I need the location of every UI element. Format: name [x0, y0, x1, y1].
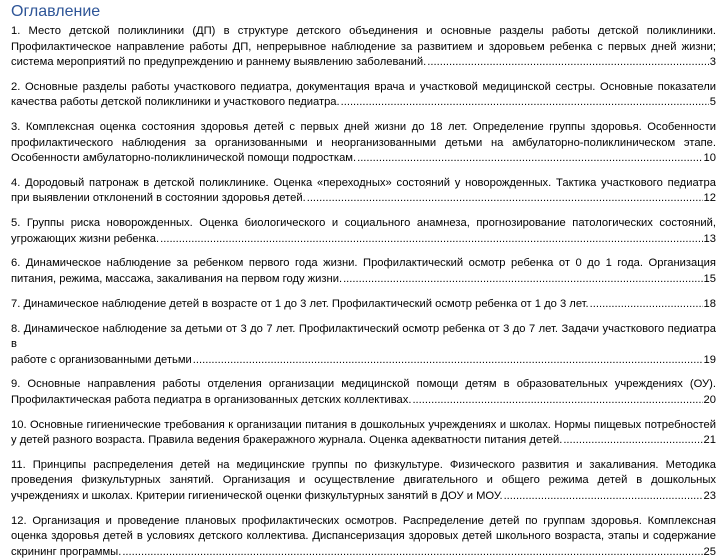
toc-entry-line: оценка здоровья детей в условиях детского коллектива. Диспансеризация здоровых детей школьного возраста, этапы и содержание [11, 530, 716, 543]
toc-entry-last-line [11, 272, 716, 288]
toc-page-number: 19 [703, 353, 716, 366]
toc-entry-line: 5. Группы риска новорожденных. Оценка биологического и социального анамнеза, прогнозирование патологических состояний, [11, 217, 716, 230]
toc-entry-line: 12. Организация и проведение плановых профилактических осмотров. Распределение детей по группам здоровья. Комплексная [11, 514, 716, 527]
toc-entry[interactable] [11, 322, 716, 369]
toc-entry-text: угрожающих жизни ребенка. [11, 232, 160, 245]
toc-page-number: 10 [703, 152, 716, 165]
toc-entry-text: Профилактическая работа педиатра в организованных детских коллективах. [11, 393, 412, 406]
toc-dot-leader [357, 151, 702, 167]
toc-dot-leader [504, 489, 703, 505]
toc-entry-line: 10. Основные гигиенические требования к организации питания в дошкольных учреждениях и школах. Нормы пищевых потребностей [11, 418, 716, 431]
toc-entry-line: проведения физкультурных занятий. Организация и осуществление двигательного и общего режима детей в дошкольных [11, 474, 716, 487]
toc-entry[interactable] [11, 176, 716, 207]
toc-title: Оглавление [11, 3, 101, 20]
toc-entry[interactable] [11, 514, 716, 560]
toc-entry[interactable] [11, 458, 716, 505]
toc-entry-text: скрининг программы. [11, 545, 122, 558]
toc-entry-last-line [11, 95, 716, 111]
toc-entry[interactable] [11, 297, 716, 313]
toc-entry-last-line [11, 151, 716, 167]
toc-entry-line: 8. Динамическое наблюдение за детьми от 3 до 7 лет. Профилактический осмотр ребенка от 3 до 7 лет. Задачи участкового педиатра в [11, 322, 716, 351]
toc-entry-line: 1. Место детской поликлиники (ДП) в структуре детского объединения и основные разделы работы детской поликлиники. [11, 25, 716, 37]
toc-entry-text: у детей разного возраста. Правила ведения бракеражного журнала. Оценка адекватности питания детей. [11, 434, 563, 447]
toc-page-number: 21 [703, 434, 716, 447]
toc-dot-leader [160, 232, 702, 248]
toc-dot-leader [563, 433, 702, 449]
toc-entry-last-line [11, 545, 716, 560]
toc-entry-last-line [11, 489, 716, 505]
toc-dot-leader [122, 545, 702, 560]
toc-entry-text: Особенности амбулаторно-поликлинической помощи подросткам. [11, 152, 357, 165]
toc-entry-text: работе с организованными детьми [11, 353, 192, 366]
toc-entry[interactable] [11, 377, 716, 408]
toc-entry-text: при выявлении отклонений в состоянии здоровья детей. [11, 192, 306, 205]
toc-entry-text: система мероприятий по предупреждению и раннему выявлению заболеваний. [11, 56, 427, 68]
toc-page-number: 18 [703, 297, 716, 310]
toc-entry[interactable] [11, 80, 716, 111]
toc-entry[interactable] [11, 256, 716, 287]
toc-entry[interactable] [11, 418, 716, 449]
toc-entry-last-line [11, 55, 716, 71]
toc-page-number: 12 [703, 192, 716, 205]
toc-entry-text: качества работы детской поликлиники и участкового педиатра. [11, 96, 340, 109]
toc-entry-last-line [11, 232, 716, 248]
toc-entry-last-line [11, 433, 716, 449]
toc-list [11, 24, 716, 560]
toc-entry-text: учреждениях и школах. Критерии гигиенической оценки физкультурных занятий в ДОУ и МОУ. [11, 489, 503, 502]
toc-dot-leader [412, 393, 702, 409]
toc-dot-leader [427, 55, 708, 71]
toc-dot-leader [343, 272, 702, 288]
toc-page-number: 3 [709, 56, 716, 68]
toc-page-number: 23 [703, 489, 716, 502]
toc-entry[interactable] [11, 120, 716, 167]
toc-page-number: 5 [709, 96, 716, 109]
toc-page-number: 20 [703, 393, 716, 406]
toc-page-number: 25 [703, 545, 716, 558]
toc-entry-last-line [11, 393, 716, 409]
toc-entry[interactable] [11, 216, 716, 247]
toc-entry-last-line [11, 353, 716, 369]
toc-entry-line: 6. Динамическое наблюдение за ребенком первого года жизни. Профилактический осмотр ребенка от 0 до 1 года. Организация [11, 257, 716, 270]
toc-entry-line: 9. Основные направления работы отделения организации медицинской помощи детям в образовательных учреждениях (ОУ). [11, 378, 716, 391]
toc-entry-text: питания, режима, массажа, закаливания на первом году жизни. [11, 272, 343, 285]
toc-dot-leader [193, 353, 703, 369]
toc-dot-leader [307, 191, 703, 207]
toc-entry-line: Профилактическое направление работы ДП, непрерывное наблюдение за развитием и здоровьем ребенка с первых дней жизни; [11, 40, 716, 53]
toc-page-number: 15 [703, 272, 716, 285]
toc-entry-last-line [11, 297, 716, 313]
toc-dot-leader [590, 297, 703, 313]
toc-entry-line: 3. Комплексная оценка состояния здоровья детей с первых дней жизни до 18 лет. Определение группы здоровья. Особенности [11, 121, 716, 134]
toc-page-number: 13 [703, 232, 716, 245]
toc-entry-last-line [11, 191, 716, 207]
toc-entry-line: 11. Принципы распределения детей на медицинские группы по физкультуре. Физического развития и закаливания. Методика [11, 458, 716, 471]
toc-entry[interactable] [11, 24, 716, 71]
toc-entry-text: 7. Динамическое наблюдение детей в возрасте от 1 до 3 лет. Профилактический осмотр ребенка от 1 до 3 лет. [11, 297, 589, 310]
toc-entry-line: 2. Основные разделы работы участкового педиатра, документация врача и участковой медицинской сестры. Основные показатели [11, 80, 716, 93]
toc-entry-line: профилактического наблюдения за организованными и неорганизованными детьми на амбулаторно-поликлиническом этапе. [11, 136, 716, 149]
toc-entry-line: 4. Дородовый патронаж в детской поликлинике. Оценка «переходных» состояний у новорожденных. Тактика участкового педиатра [11, 176, 716, 189]
toc-dot-leader [341, 95, 709, 111]
